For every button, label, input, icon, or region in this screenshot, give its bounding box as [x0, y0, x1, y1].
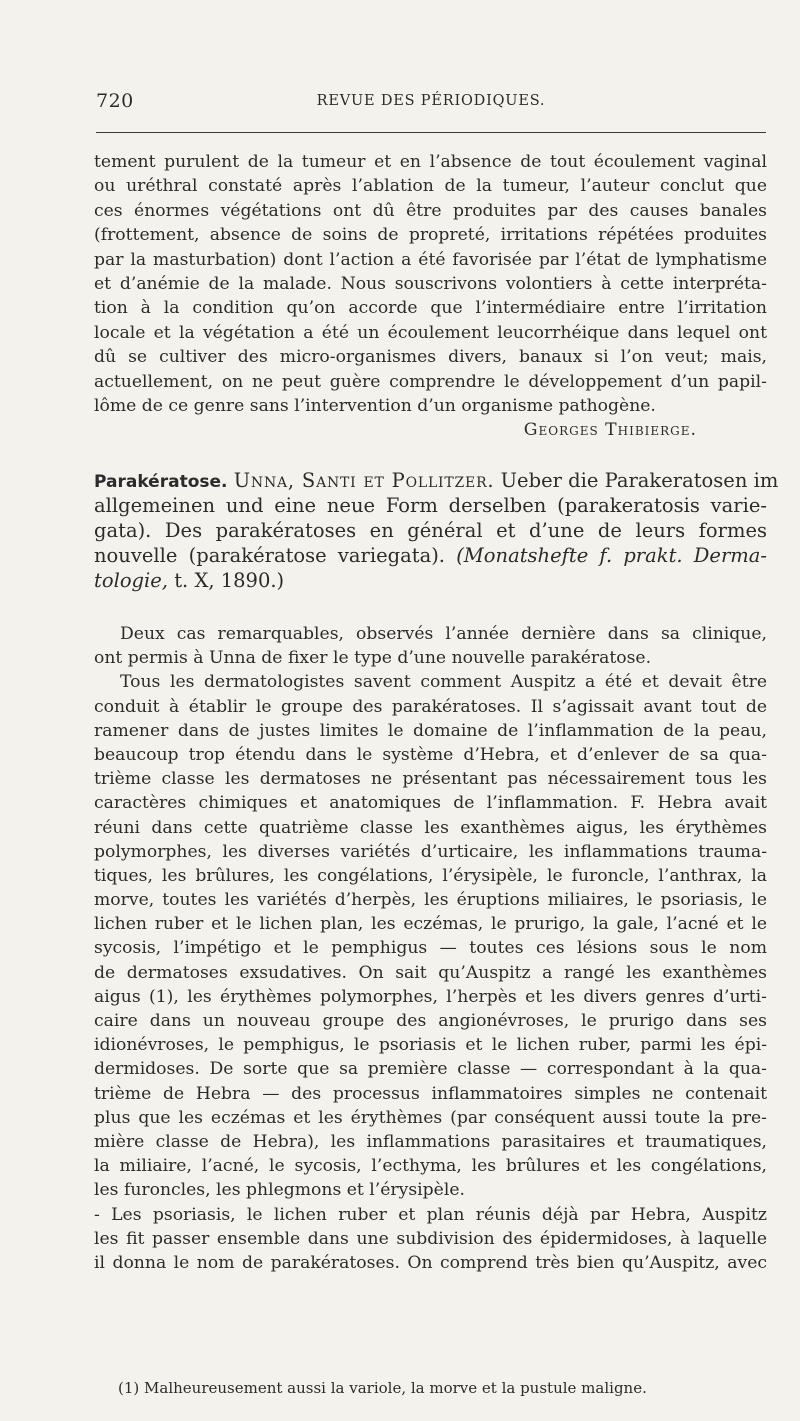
journal-name: (Monatshefte f. prakt. Derma- — [456, 544, 767, 567]
text-line: morve, toutes les variétés d’herpès, les éruptions miliaires, le psoriasis, le — [94, 890, 767, 911]
text-line: beaucoup trop étendu dans le système d’Hebra, et d’enlever de sa qua- — [94, 744, 767, 765]
text-line: idionévroses, le pemphigus, le psoriasis et le lichen ruber, parmi les épi- — [94, 1035, 767, 1056]
heading-authors: Unna, Santi et Pollitzer. — [233, 469, 495, 492]
text-line: tion à la condition qu’on accorde que l’intermédiaire entre l’irritation — [94, 298, 767, 319]
text-line: Tous les dermatologistes savent comment Auspitz a été et devait être — [120, 672, 767, 693]
heading-line — [94, 568, 767, 593]
text-line: mière classe de Hebra), les inflammations parasitaires et traumatiques, — [94, 1131, 767, 1152]
text-line: tiques, les brûlures, les congélations, l’érysipèle, le furoncle, l’anthrax, la — [94, 865, 767, 886]
text-line: et d’anémie de la malade. Nous souscrivons volontiers à cette interpréta- — [94, 273, 767, 294]
text-line: (frottement, absence de soins de propreté, irritations répétées produites — [94, 225, 767, 246]
text-line: il donna le nom de parakératoses. On comprend très bien qu’Auspitz, avec — [94, 1252, 767, 1273]
text-line: trième classe les dermatoses ne présentant pas nécessairement tous les — [94, 769, 767, 790]
text-line: caire dans un nouveau groupe des angionévroses, le prurigo dans ses — [94, 1011, 767, 1031]
heading-line — [94, 468, 779, 493]
text-line: par la masturbation) dont l’action a été favorisée par l’état de lymphatisme — [94, 249, 767, 270]
heading-line — [94, 543, 767, 568]
text-line: aigus (1), les érythèmes polymorphes, l’herpès et les divers genres d’urti- — [94, 986, 767, 1007]
text-line: la miliaire, l’acné, le sycosis, l’ecthyma, les brûlures et les congélations, — [94, 1156, 767, 1177]
text-line: - Les psoriasis, le lichen ruber et plan réunis déjà par Hebra, Auspitz — [94, 1204, 767, 1225]
text-line: lichen ruber et le lichen plan, les eczémas, le prurigo, la gale, l’acné et le — [94, 914, 767, 935]
text-line: tement purulent de la tumeur et en l’absence de tout écoulement vaginal — [94, 152, 767, 172]
text-line: ramener dans de justes limites le domaine de l’inflammation de la peau, — [94, 720, 767, 741]
text-line: ces énormes végétations ont dû être produites par des causes banales — [94, 200, 767, 221]
header-rule — [96, 132, 766, 133]
running-title: REVUE DES PÉRIODIQUES. — [316, 93, 546, 109]
text-line: lôme de ce genre sans l’intervention d’un organisme pathogène. — [94, 395, 656, 416]
heading-title: nouvelle (parakératose variegata). — [94, 544, 446, 567]
text-line: dermidoses. De sorte que sa première classe — correspondant à la qua- — [94, 1059, 767, 1080]
page-number: 720 — [96, 90, 134, 112]
text-line: locale et la végétation a été un écoulement leucorrhéique dans lequel ont — [94, 322, 767, 343]
text-line: les furoncles, les phlegmons et l’érysipèle. — [94, 1180, 465, 1201]
page-header — [96, 90, 766, 114]
text-line: plus que les eczémas et les érythèmes (par conséquent aussi toute la pre- — [94, 1107, 767, 1128]
author-signature: Georges Thibierge. — [523, 420, 697, 441]
text-line: réuni dans cette quatrième classe les exanthèmes aigus, les érythèmes — [94, 817, 767, 838]
text-line: dû se cultiver des micro-organismes divers, banaux si l’on veut; mais, — [94, 347, 767, 368]
text-line: trième de Hebra — des processus inflammatoires simples ne contenait — [94, 1083, 767, 1104]
text-line: les fit passer ensemble dans une subdivision des épidermidoses, à laquelle — [94, 1228, 767, 1249]
text-line: conduit à établir le groupe des parakératoses. Il s’agissait avant tout de — [94, 696, 767, 717]
footnote: (1) Malheureusement aussi la variole, la morve et la pustule maligne. — [118, 1379, 647, 1397]
text-line: caractères chimiques et anatomiques de l’inflammation. F. Hebra avait — [94, 793, 767, 814]
first-article — [94, 150, 767, 443]
journal-name-cont: tologie, — [94, 569, 169, 592]
heading-title: Ueber die Parakeratosen im — [500, 469, 779, 492]
text-line: de dermatoses exsudatives. On sait qu’Auspitz a rangé les exanthèmes — [94, 962, 767, 983]
heading-line: allgemeinen und eine neue Form derselben (parakeratosis varie- — [94, 494, 767, 517]
heading-term: Parakératose. — [94, 472, 228, 492]
text-line: ou uréthral constaté après l’ablation de la tumeur, l’auteur conclut que — [94, 176, 767, 197]
second-article-body — [94, 622, 767, 1275]
heading-line: gata). Des parakératoses en général et d’une de leurs formes — [94, 519, 767, 542]
citation-tail: t. X, 1890.) — [174, 569, 285, 592]
second-article-heading — [94, 468, 779, 593]
text-line: sycosis, l’impétigo et le pemphigus — toutes ces lésions sous le nom — [94, 938, 767, 959]
text-line: ont permis à Unna de fixer le type d’une nouvelle parakératose. — [94, 648, 652, 669]
text-line: polymorphes, les diverses variétés d’urticaire, les inflammations trauma- — [94, 841, 767, 862]
text-line: actuellement, on ne peut guère comprendre le développement d’un papil- — [94, 371, 767, 392]
text-line: Deux cas remarquables, observés l’année dernière dans sa clinique, — [120, 624, 767, 644]
